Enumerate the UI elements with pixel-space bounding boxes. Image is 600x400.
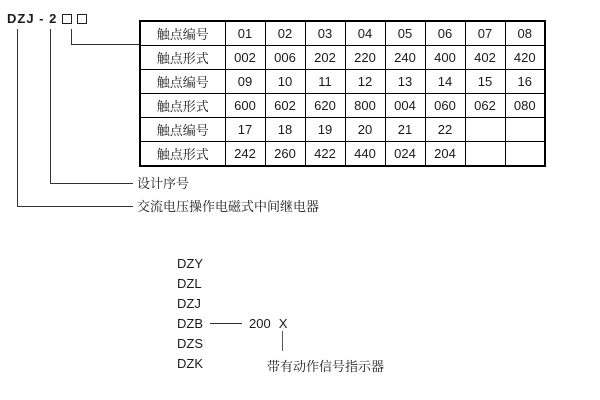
table-row [140, 70, 545, 94]
indicator-connector-line [282, 331, 283, 351]
value-cell: 220 [345, 46, 385, 70]
value-cell: 080 [505, 94, 545, 118]
value-cell: 09 [225, 70, 265, 94]
code-placeholder-box-icon [62, 14, 72, 24]
dzb-value: 200 [249, 315, 271, 331]
value-cell: 08 [505, 21, 545, 46]
value-cell: 17 [225, 118, 265, 142]
value-cell: 800 [345, 94, 385, 118]
table-row [140, 142, 545, 167]
connector-line-design-horizontal [50, 183, 133, 184]
contact-table [139, 20, 546, 167]
value-cell: 19 [305, 118, 345, 142]
value-cell: 02 [265, 21, 305, 46]
value-cell: 402 [465, 46, 505, 70]
table-row [140, 21, 545, 46]
list-item [177, 333, 287, 353]
row-header-cell: 触点编号 [140, 21, 225, 46]
value-cell: 14 [425, 70, 465, 94]
model-name: DZJ [177, 295, 201, 311]
value-cell: 01 [225, 21, 265, 46]
value-cell: 240 [385, 46, 425, 70]
value-cell: 10 [265, 70, 305, 94]
connector-line-relay-horizontal [17, 206, 133, 207]
connector-line-contact-horizontal [71, 44, 139, 45]
connector-line-design-vertical [50, 29, 51, 183]
row-header-cell: 触点形式 [140, 142, 225, 167]
value-cell: 12 [345, 70, 385, 94]
value-cell: 260 [265, 142, 305, 167]
value-cell: 242 [225, 142, 265, 167]
value-cell: 600 [225, 94, 265, 118]
list-item [177, 253, 287, 273]
value-cell: 060 [425, 94, 465, 118]
model-code [7, 11, 87, 26]
value-cell: 440 [345, 142, 385, 167]
indicator-note-label: 带有动作信号指示器 [267, 359, 385, 374]
design-serial-label: 设计序号 [137, 176, 190, 191]
row-header-cell: 触点形式 [140, 46, 225, 70]
value-cell: 602 [265, 94, 305, 118]
connector-line-contact-vertical [71, 29, 72, 45]
table-row [140, 94, 545, 118]
value-cell: 202 [305, 46, 345, 70]
model-code-text: DZJ - 2 [7, 11, 58, 26]
dzb-suffix: X [278, 315, 288, 331]
value-cell: 11 [305, 70, 345, 94]
value-cell: 13 [385, 70, 425, 94]
value-cell: 420 [505, 46, 545, 70]
model-name: DZS [177, 335, 203, 351]
value-cell: 16 [505, 70, 545, 94]
value-cell: 05 [385, 21, 425, 46]
value-cell: 204 [425, 142, 465, 167]
connector-line-relay-vertical [17, 29, 18, 207]
row-header-cell: 触点编号 [140, 118, 225, 142]
value-cell: 004 [385, 94, 425, 118]
value-cell [465, 142, 505, 167]
model-family-list [177, 253, 287, 373]
value-cell: 024 [385, 142, 425, 167]
row-header-cell: 触点编号 [140, 70, 225, 94]
value-cell [505, 118, 545, 142]
value-cell: 620 [305, 94, 345, 118]
value-cell [505, 142, 545, 167]
value-cell: 006 [265, 46, 305, 70]
table-row [140, 118, 545, 142]
value-cell: 22 [425, 118, 465, 142]
list-item [177, 273, 287, 293]
list-item-dzb [177, 313, 287, 333]
code-placeholder-box-icon [77, 14, 87, 24]
value-cell: 062 [465, 94, 505, 118]
model-name: DZB [177, 315, 203, 331]
list-item [177, 293, 287, 313]
value-cell: 04 [345, 21, 385, 46]
value-cell: 07 [465, 21, 505, 46]
value-cell: 21 [385, 118, 425, 142]
table-row [140, 46, 545, 70]
value-cell: 20 [345, 118, 385, 142]
model-name: DZY [177, 255, 203, 271]
value-cell: 15 [465, 70, 505, 94]
relay-description-label: 交流电压操作电磁式中间继电器 [137, 199, 320, 214]
row-header-cell: 触点形式 [140, 94, 225, 118]
value-cell: 002 [225, 46, 265, 70]
value-cell: 422 [305, 142, 345, 167]
model-name: DZL [177, 275, 202, 291]
model-name: DZK [177, 355, 203, 371]
value-cell: 03 [305, 21, 345, 46]
value-cell: 06 [425, 21, 465, 46]
value-cell [465, 118, 505, 142]
dash-connector-line [210, 323, 242, 324]
value-cell: 400 [425, 46, 465, 70]
value-cell: 18 [265, 118, 305, 142]
